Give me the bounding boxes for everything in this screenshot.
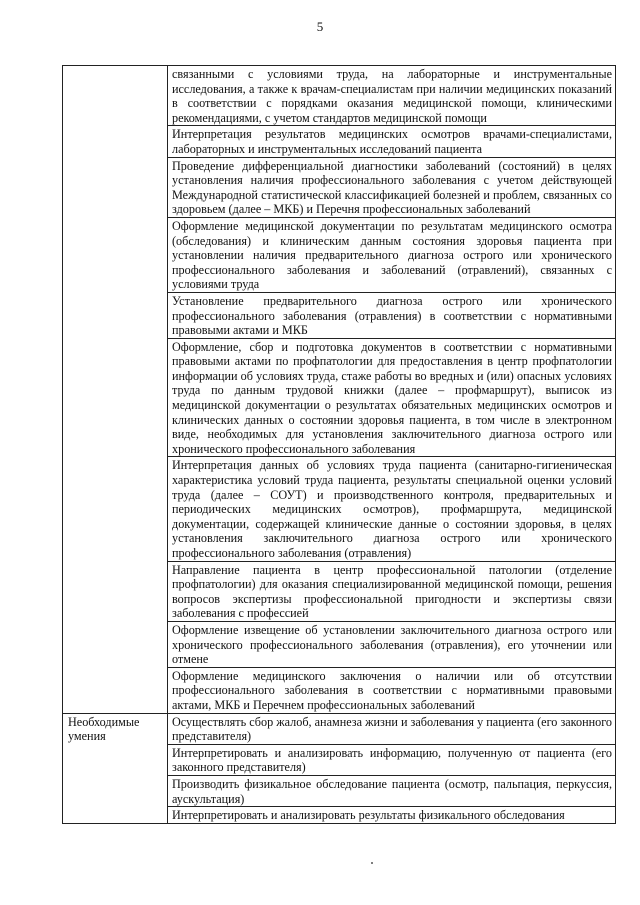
labor-action-item: связанными с условиями труда, на лабораторные и инструментальные исследования, а также к врачам-специалистам при наличии медицинских показаний в соответствии с порядками оказания медицинской помощи, клиническими рекомендациями, с учетом стандартов медицинской помощи: [168, 66, 616, 126]
competency-table: [62, 65, 616, 824]
page-number: 5: [316, 19, 324, 34]
labor-action-item: Оформление медицинского заключения о наличии или об отсутствии профессионального заболевания в соответствии с нормативными правовыми актами, МКБ и Перечнем профессиональных заболеваний: [168, 667, 616, 713]
labor-action-item: Оформление извещение об установлении заключительного диагноза острого или хронического профессионального заболевания (отравления), его уточнении или отмене: [168, 621, 616, 667]
section-label: Необходимые умения: [63, 713, 168, 823]
labor-action-item: Направление пациента в центр профессиональной патологии (отделение профпатологии) для оказания специализированной медицинской помощи, решения вопросов экспертизы профессиональной пригодности и экспертизы связи заболевания с профессией: [168, 561, 616, 621]
section-labor-actions: [63, 66, 616, 714]
skill-item: Производить физикальное обследование пациента (осмотр, пальпация, перкуссия, аускультация): [168, 775, 616, 806]
skill-item: Осуществлять сбор жалоб, анамнеза жизни и заболевания у пациента (его законного представителя): [168, 713, 616, 744]
skill-item: Интерпретировать и анализировать результаты физикального обследования: [168, 807, 616, 824]
labor-action-item: Интерпретация данных об условиях труда пациента (санитарно-гигиеническая характеристика условий труда пациента, результаты специальной оценки условий труда (далее – СОУТ) и производственного контроля, предварительных и периодических медицинских осмотров), профмаршрута, медицинской документации, содержащей клинические данные о состоянии здоровья, в целях установления заключительного диагноза острого или хронического профессионального заболевания (отравления): [168, 457, 616, 561]
labor-action-item: Оформление, сбор и подготовка документов в соответствии с нормативными правовыми актами по профпатологии для предоставления в центр профпатологии информации об условиях труда, стаже работы во вредных и (или) опасных условиях труда по данным трудовой книжки (далее – профмаршрут), выписок из медицинской документации о результатах обязательных медицинских осмотров и клинических данных о состоянии здоровья пациента, в том числе в электронном виде, необходимых для установления заключительного диагноза острого или хронического профессионального заболевания: [168, 338, 616, 457]
labor-action-item: Оформление медицинской документации по результатам медицинского осмотра (обследования) и клиническим данным состояния здоровья пациента при установлении наличия предварительного диагноза острого или хронического профессионального заболевания и заболеваний (отравлений), связанных с условиями труда: [168, 217, 616, 292]
section-label: [63, 66, 168, 714]
table-row: [63, 66, 616, 126]
scan-speck: [371, 862, 373, 864]
skill-item: Интерпретировать и анализировать информацию, полученную от пациента (его законного представителя): [168, 744, 616, 775]
labor-action-item: Установление предварительного диагноза острого или хронического профессионального заболевания (отравления) в соответствии с нормативными правовыми актами и МКБ: [168, 292, 616, 338]
table-row: [63, 713, 616, 744]
labor-action-item: Проведение дифференциальной диагностики заболеваний (состояний) в целях установления наличия профессионального заболевания с учетом действующей Международной статистической классификацией болезней и проблем, связанных со здоровьем (далее – МКБ) и Перечня профессиональных заболеваний: [168, 157, 616, 217]
labor-action-item: Интерпретация результатов медицинских осмотров врачами-специалистами, лабораторных и инструментальных исследований пациента: [168, 126, 616, 157]
section-required-skills: [63, 713, 616, 823]
